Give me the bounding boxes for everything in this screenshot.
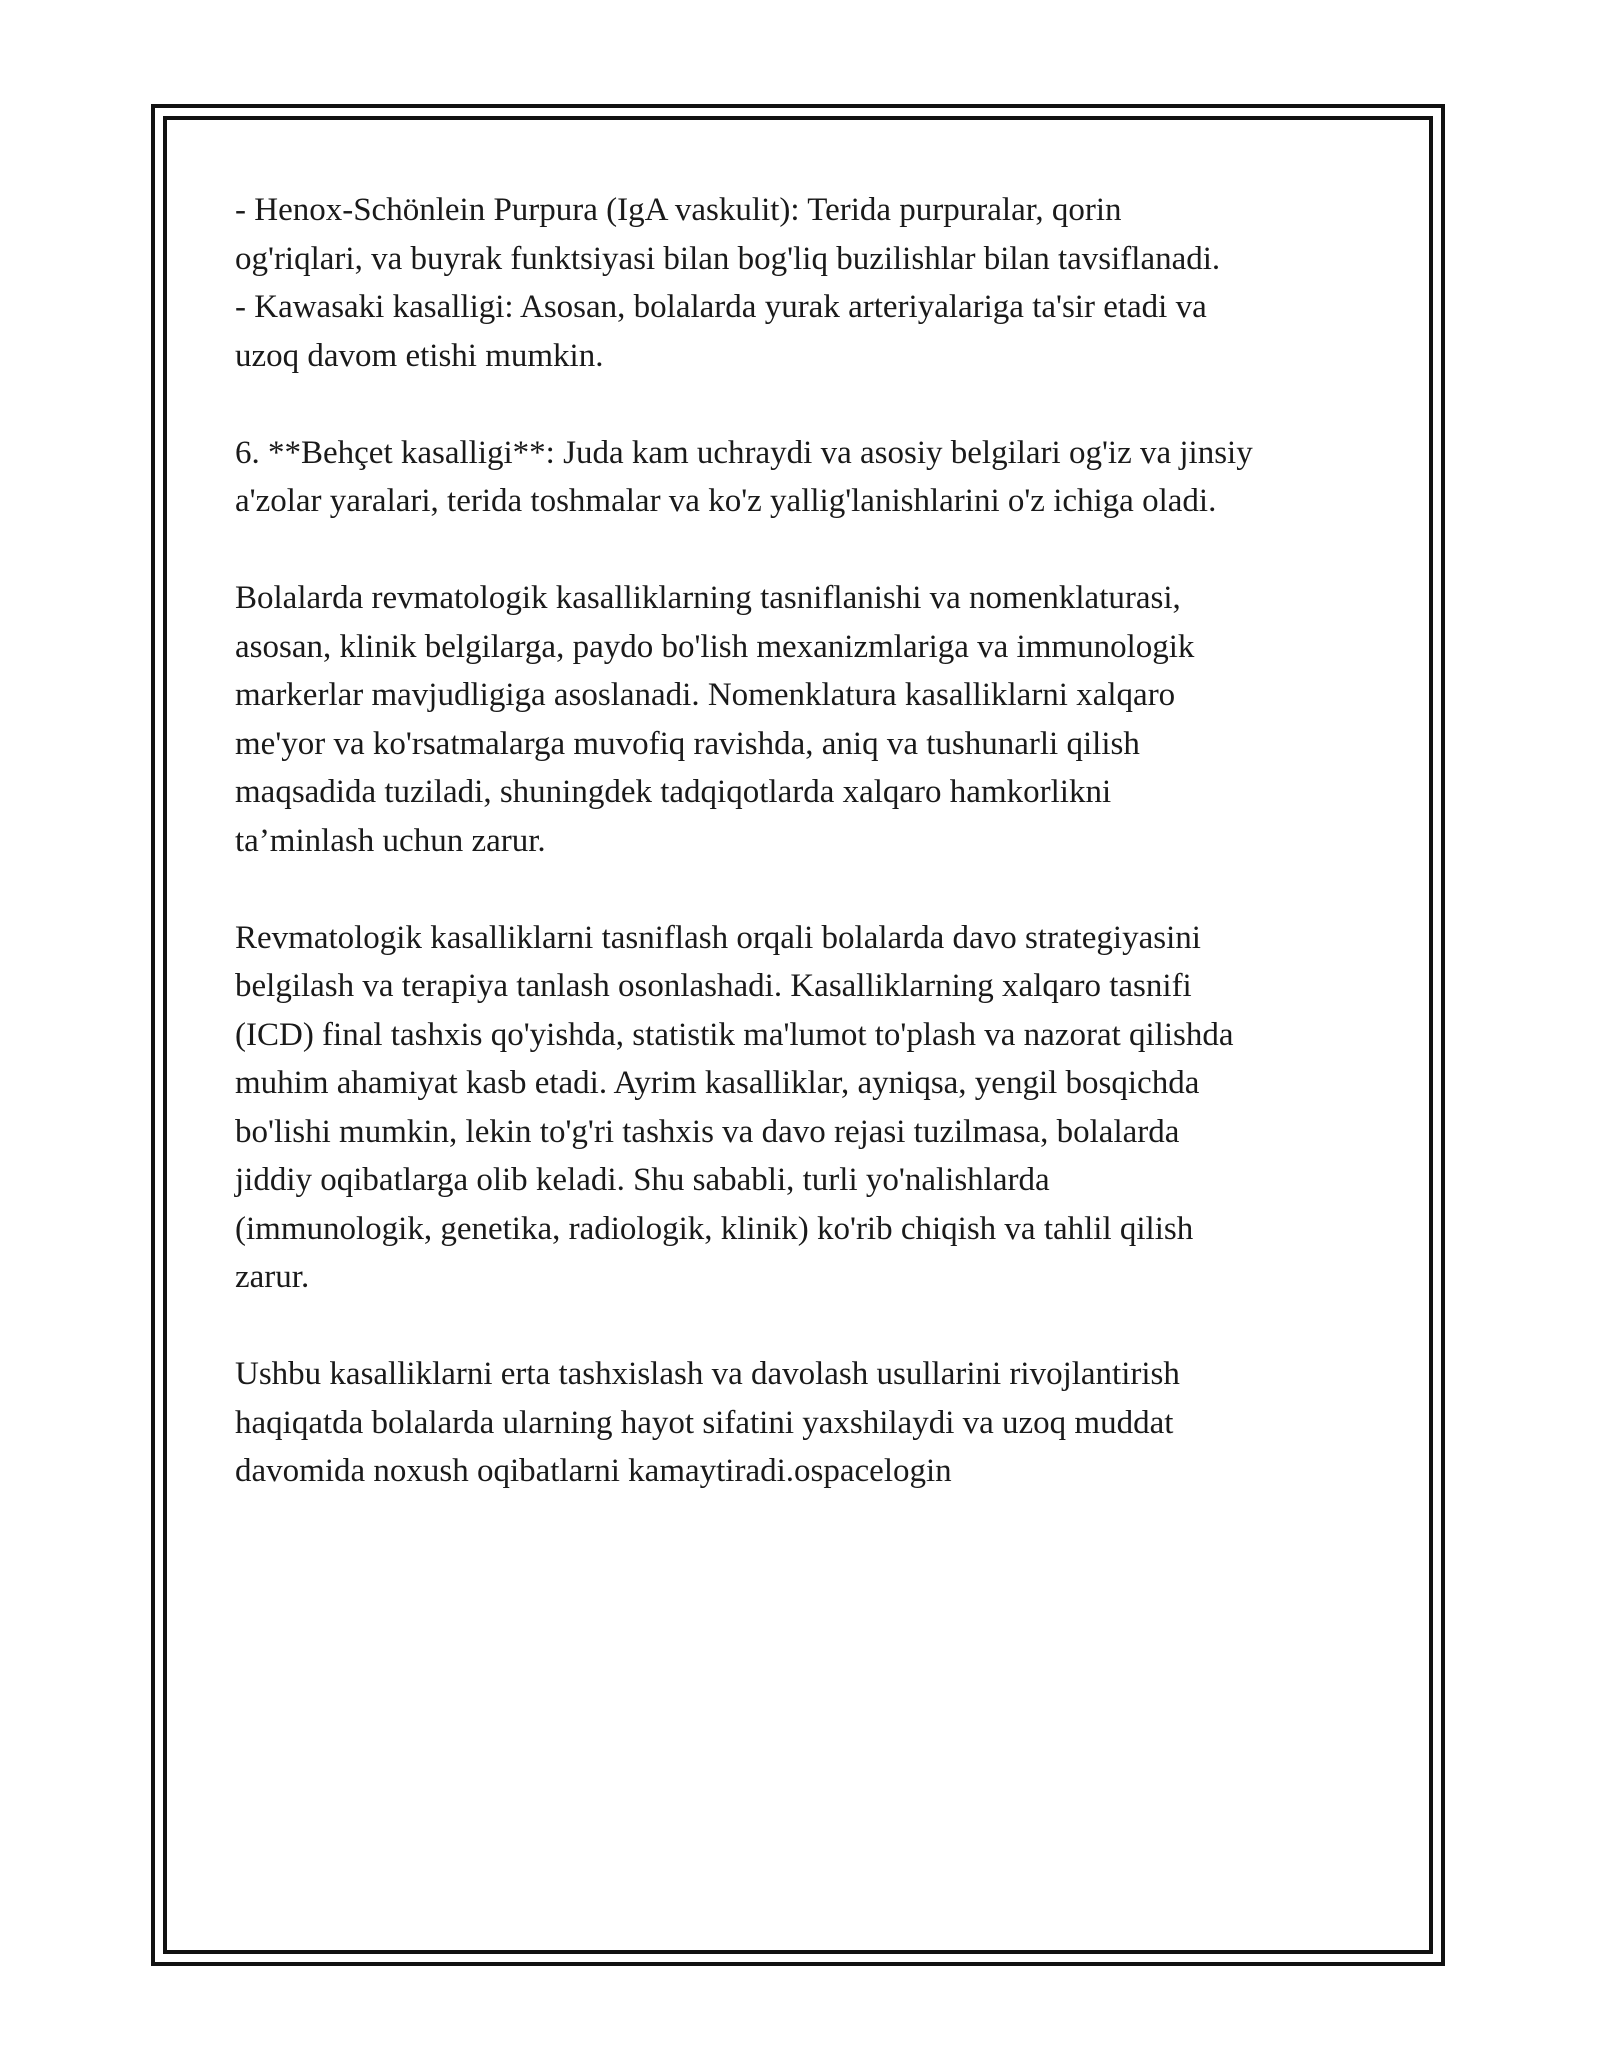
paragraph-treatment-strategy: Revmatologik kasalliklarni tasniflash orqali bolalarda davo strategiyasini belgilash va terapiya tanlash osonlashadi. Kasalliklarning xalqaro tasnifi (ICD) final tashxis qo'yishda, statistik ma'lumot to'plash va nazorat qilishda muhim ahamiyat kasb etadi. Ayrim kasalliklar, ayniqsa, yengil bosqichda bo'lishi mumkin, lekin to'g'ri tashxis va davo rejasi tuzilmasa, bolalarda jiddiy oqibatlarga olib keladi. Shu sababli, turli yo'nalishlarda (immunologik, genetika, radiologik, klinik) ko'rib chiqish va tahlil qilish zarur. [235, 919, 1234, 1295]
paragraph-early-diagnosis: Ushbu kasalliklarni erta tashxislash va davolash usullarini rivojlantirish haqiqatda bolalarda ularning hayot sifatini yaxshilaydi va uzoq muddat davomida noxush oqibatlarni kamaytiradi.ospacelogin [235, 1356, 1180, 1489]
paragraph-vasculitis-list: - Henox-Schönlein Purpura (IgA vaskulit): Terida purpuralar, qorin og'riqlari, va buyrak funktsiyasi bilan bog'liq buzilishlar bilan tavsiflanadi. - Kawasaki kasalligi: Asosan, bolalarda yurak arteriyalariga ta'sir etadi va uzoq davom etishi mumkin. [235, 192, 1221, 374]
paragraph-classification: Bolalarda revmatologik kasalliklarning tasniflanishi va nomenklaturasi, asosan, klinik belgilarga, paydo bo'lish mexanizmlariga va immunologik markerlar mavjudligiga asoslanadi. Nomenklatura kasalliklarni xalqaro me'yor va ko'rsatmalarga muvofiq ravishda, aniq va tushunarli qilish maqsadida tuziladi, shuningdek tadqiqotlarda xalqaro hamkorlikni ta’minlash uchun zarur. [235, 580, 1195, 859]
paragraph-behcet: 6. **Behçet kasalligi**: Juda kam uchraydi va asosiy belgilari og'iz va jinsiy a'zolar yaralari, terida toshmalar va ko'z yallig'lanishlarini o'z ichiga oladi. [235, 434, 1253, 519]
document-body [235, 186, 1385, 1496]
